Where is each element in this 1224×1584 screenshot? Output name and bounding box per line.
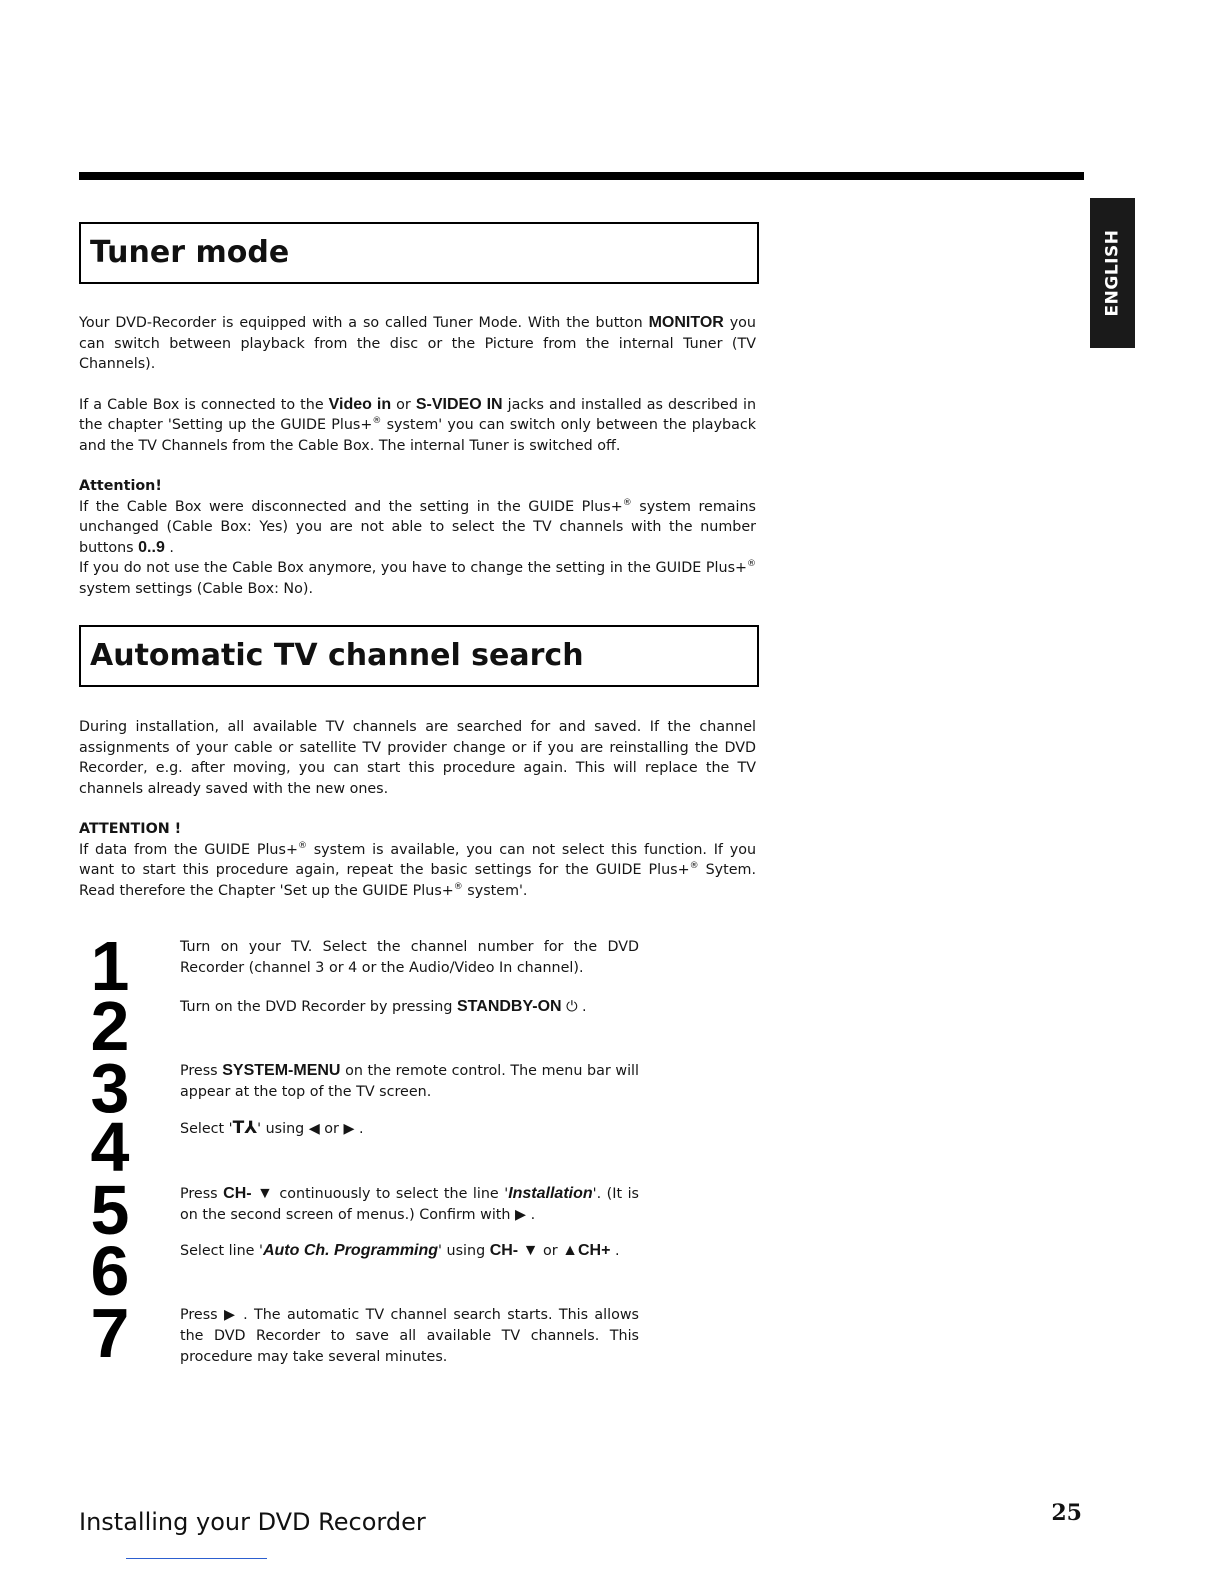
monitor-keyword: MONITOR (648, 314, 724, 331)
step-text-1: Turn on your TV. Select the channel number for the DVD Recorder (channel 3 or 4 or the Audio/Video In channel). (180, 939, 639, 976)
step-text-5: Press CH- ▼ continuously to select the line 'Installation'. (It is on the second screen of menus.) Confirm with ▶ . (180, 1185, 640, 1223)
standby-on-keyword: STANDBY-ON (457, 998, 562, 1015)
auto-search-attention-text: If data from the GUIDE Plus+® system is available, you can not select this function. If you want to start this procedure again, repeat the basic settings for the GUIDE Plus+® Sytem. Read therefore the Chapter 'Set up the GUIDE Plus+® system'. (79, 840, 757, 899)
tuner-paragraph-1: Your DVD-Recorder is equipped with a so called Tuner Mode. With the button MONITOR you can switch between playback from the disc or the Picture from the internal Tuner (TV Channels). (79, 314, 756, 372)
tuner-paragraph-2: If a Cable Box is connected to the Video in or S-VIDEO IN jacks and installed as described in the chapter 'Setting up the GUIDE Plus+® system' you can switch only between the playback and the TV Channels from the Cable Box. The internal Tuner is switched off. (79, 395, 757, 454)
ch-up-keyword: ▲CH+ (562, 1242, 611, 1259)
confirm-right-icon: ▶ (515, 1207, 527, 1223)
auto-search-attention (79, 819, 756, 901)
auto-search-attention-label: ATTENTION ! (79, 821, 182, 837)
language-tab-label: ENGLISH (1102, 229, 1123, 317)
play-right-icon: ▶ (223, 1307, 237, 1323)
step-number-3: 3 (90, 1049, 130, 1127)
step-text-7: Press ▶ . The automatic TV channel search starts. This allows the DVD Recorder to save all available TV channels. This procedure may take several minutes. (180, 1307, 639, 1365)
tuner-mode-title: Tuner mode (90, 235, 290, 270)
cursor-left-icon: ◀ (308, 1121, 320, 1137)
ch-down-keyword: CH- ▼ (223, 1185, 274, 1202)
tuner-attention-text-1: If the Cable Box were disconnected and the setting in the GUIDE Plus+® system remains unchanged (Cable Box: Yes) you are not able to select the TV channels with the number buttons 0..9 . (79, 497, 756, 556)
standby-icon: ⏻ (566, 999, 578, 1015)
step-text-3: Press SYSTEM-MENU on the remote control. The menu bar will appear at the top of the TV screen. (180, 1062, 639, 1100)
page-number: 25 (1051, 1500, 1082, 1526)
step-text-4: Select 'T⅄' using ◀ or ▶ . (180, 1118, 364, 1138)
step-number-7: 7 (90, 1294, 130, 1372)
footer-section-title: Installing your DVD Recorder (79, 1508, 426, 1536)
auto-search-heading-box (79, 625, 759, 687)
tuner-attention (79, 476, 756, 599)
auto-search-paragraph: During installation, all available TV channels are searched for and saved. If the channel assignments of your cable or satellite TV provider change or if you are reinstalling the DVD Recorder, e.g. after moving, you can start this procedure again. This will replace the TV channels already saved with the new ones. (79, 719, 756, 797)
s-video-in-keyword: S-VIDEO IN (415, 395, 503, 413)
auto-ch-programming-keyword: Auto Ch. Programming (262, 1242, 439, 1259)
step-number-1: 1 (90, 927, 130, 1005)
footer-link-underline (126, 1558, 267, 1559)
tuner-attention-label: Attention! (79, 478, 162, 494)
system-menu-keyword: SYSTEM-MENU (222, 1062, 341, 1079)
cursor-right-icon: ▶ (343, 1121, 355, 1137)
top-rule (79, 172, 1084, 180)
language-tab (1090, 198, 1135, 348)
tuner-mode-heading-box (79, 222, 759, 284)
video-in-keyword: Video in (328, 395, 392, 413)
tuner-attention-text-2: If you do not use the Cable Box anymore, you have to change the setting in the GUIDE Plus+® system settings (Cable Box: No). (79, 559, 756, 597)
auto-search-title: Automatic TV channel search (90, 638, 584, 673)
step-text-2: Turn on the DVD Recorder by pressing STANDBY-ON ⏻ . (180, 998, 587, 1015)
tuner-mode-body (79, 313, 756, 599)
number-buttons-keyword: 0..9 (138, 538, 165, 556)
step-number-4: 4 (90, 1108, 130, 1186)
step-number-5: 5 (90, 1171, 130, 1249)
installation-menu-icon: T⅄ (232, 1118, 258, 1138)
step-number-6: 6 (90, 1232, 130, 1310)
installation-keyword: Installation (508, 1185, 593, 1202)
step-number-2: 2 (90, 987, 130, 1065)
ch-down-keyword-2: CH- ▼ (489, 1242, 539, 1259)
step-text-6: Select line 'Auto Ch. Programming' using CH- ▼ or ▲CH+ . (180, 1242, 620, 1259)
auto-search-body (79, 717, 756, 901)
